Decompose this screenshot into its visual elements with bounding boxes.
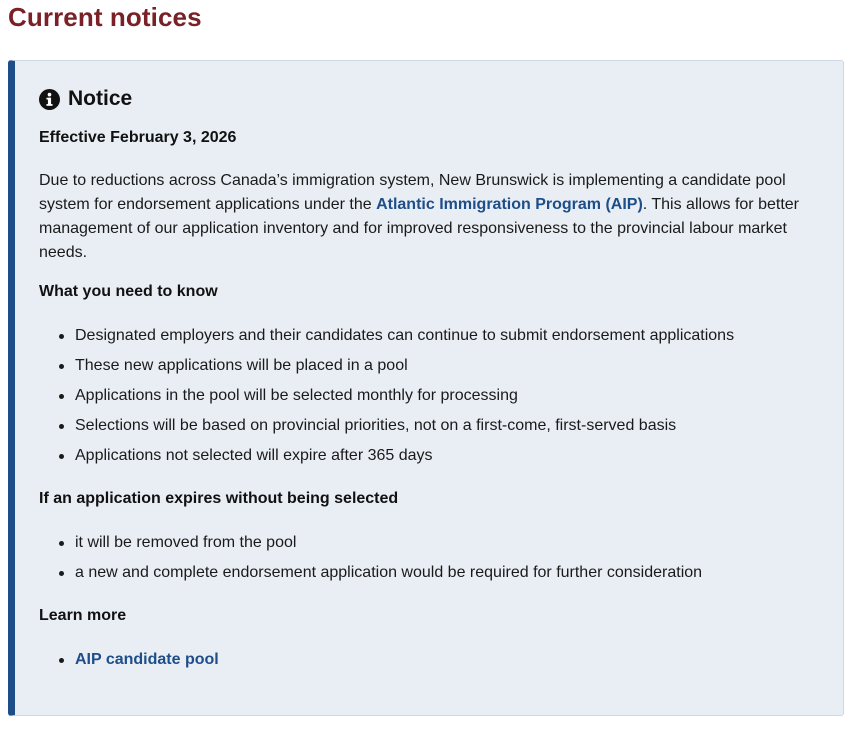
list-item: Designated employers and their candidates can continue to submit endorsement applications (39, 321, 734, 351)
list-item: Selections will be based on provincial priorities, not on a first-come, first-served basis (39, 411, 734, 441)
need-to-know-heading: What you need to know (39, 283, 218, 300)
expires-heading: If an application expires without being selected (39, 490, 399, 507)
list-item: it will be removed from the pool (39, 528, 702, 558)
notice-panel (8, 60, 844, 716)
aip-link[interactable]: Atlantic Immigration Program (AIP) (376, 196, 643, 213)
info-circle-icon (39, 89, 60, 110)
list-item: a new and complete endorsement application would be required for further consideration (39, 558, 702, 588)
list-item: Applications not selected will expire after 365 days (39, 441, 734, 471)
need-to-know-list (39, 321, 734, 471)
aip-candidate-pool-link[interactable]: AIP candidate pool (75, 651, 219, 668)
page-title: Current notices (8, 2, 202, 32)
intro-text-before: Due to reductions across Canada’s immigration system, New Brunswick is implementing a candidate pool system for endorsement applications under the (39, 172, 786, 213)
learn-more-list (39, 645, 219, 675)
notice-intro (39, 169, 829, 265)
effective-date: Effective February 3, 2026 (39, 129, 237, 146)
list-item (39, 645, 219, 675)
expires-list (39, 528, 702, 588)
intro-text-after: . This allows for better management of our application inventory and for improved responsiveness to the provincial labour market needs. (39, 196, 799, 261)
notice-header (39, 86, 132, 112)
learn-more-heading: Learn more (39, 607, 127, 624)
list-item: Applications in the pool will be selected monthly for processing (39, 381, 734, 411)
notice-title: Notice (68, 87, 133, 110)
list-item: These new applications will be placed in a pool (39, 351, 734, 381)
